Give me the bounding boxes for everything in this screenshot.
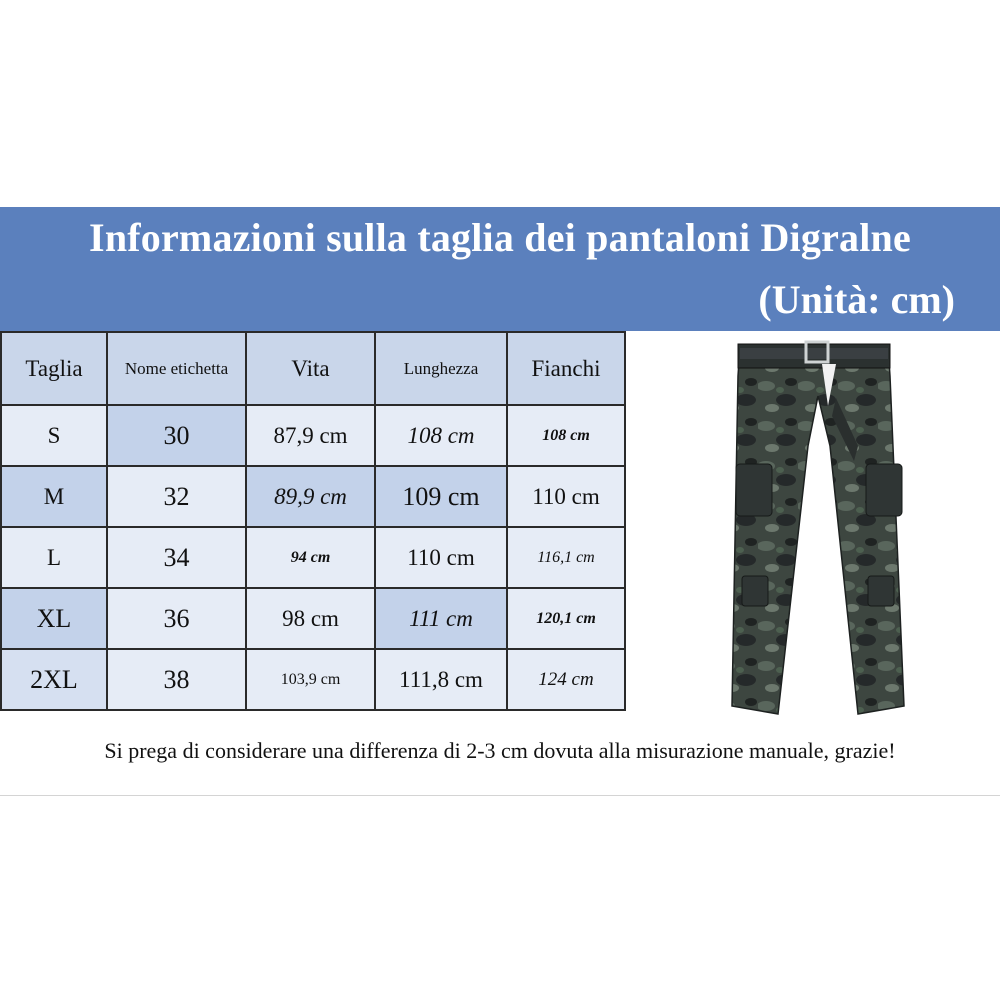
cell-taglia: 2XL	[1, 649, 107, 710]
cell-taglia: XL	[1, 588, 107, 649]
right-cargo-pocket	[866, 464, 902, 516]
divider	[0, 795, 1000, 796]
table-row	[1, 466, 625, 527]
cell-etichetta: 30	[107, 405, 246, 466]
cell-fianchi: 124 cm	[507, 649, 625, 710]
belt	[740, 348, 888, 359]
cell-vita: 87,9 cm	[246, 405, 375, 466]
column-header-vita: Vita	[246, 332, 375, 405]
cell-fianchi: 108 cm	[507, 405, 625, 466]
cell-taglia: S	[1, 405, 107, 466]
column-header-fianchi: Fianchi	[507, 332, 625, 405]
cell-lunghezza: 109 cm	[375, 466, 507, 527]
cell-vita: 89,9 cm	[246, 466, 375, 527]
cell-lunghezza: 111 cm	[375, 588, 507, 649]
table-row	[1, 405, 625, 466]
cell-fianchi: 116,1 cm	[507, 527, 625, 588]
size-table	[0, 331, 626, 711]
cell-vita: 103,9 cm	[246, 649, 375, 710]
cell-vita: 98 cm	[246, 588, 375, 649]
page-title: Informazioni sulla taglia dei pantaloni Digralne	[89, 215, 911, 260]
table-row	[1, 649, 625, 710]
column-header-lunghezza: Lunghezza	[375, 332, 507, 405]
table-row	[1, 588, 625, 649]
cell-etichetta: 32	[107, 466, 246, 527]
cell-vita: 94 cm	[246, 527, 375, 588]
cell-lunghezza: 111,8 cm	[375, 649, 507, 710]
cell-fianchi: 110 cm	[507, 466, 625, 527]
cell-etichetta: 36	[107, 588, 246, 649]
measurement-note: Si prega di considerare una differenza di 2-3 cm dovuta alla misurazione manuale, grazie!	[104, 738, 896, 763]
table-row	[1, 527, 625, 588]
cell-etichetta: 38	[107, 649, 246, 710]
left-cargo-pocket	[736, 464, 772, 516]
pants-body	[732, 346, 904, 714]
left-lower-pocket	[742, 576, 768, 606]
cell-etichetta: 34	[107, 527, 246, 588]
cell-lunghezza: 110 cm	[375, 527, 507, 588]
column-header-taglia: Taglia	[1, 332, 107, 405]
cell-taglia: L	[1, 527, 107, 588]
unit-label: (Unità: cm)	[758, 277, 955, 322]
right-lower-pocket	[868, 576, 894, 606]
column-header-nome-etichetta: Nome etichetta	[107, 332, 246, 405]
cell-taglia: M	[1, 466, 107, 527]
table-header-row	[1, 332, 625, 405]
cell-fianchi: 120,1 cm	[507, 588, 625, 649]
cell-lunghezza: 108 cm	[375, 405, 507, 466]
cargo-pants-illustration	[718, 336, 908, 722]
